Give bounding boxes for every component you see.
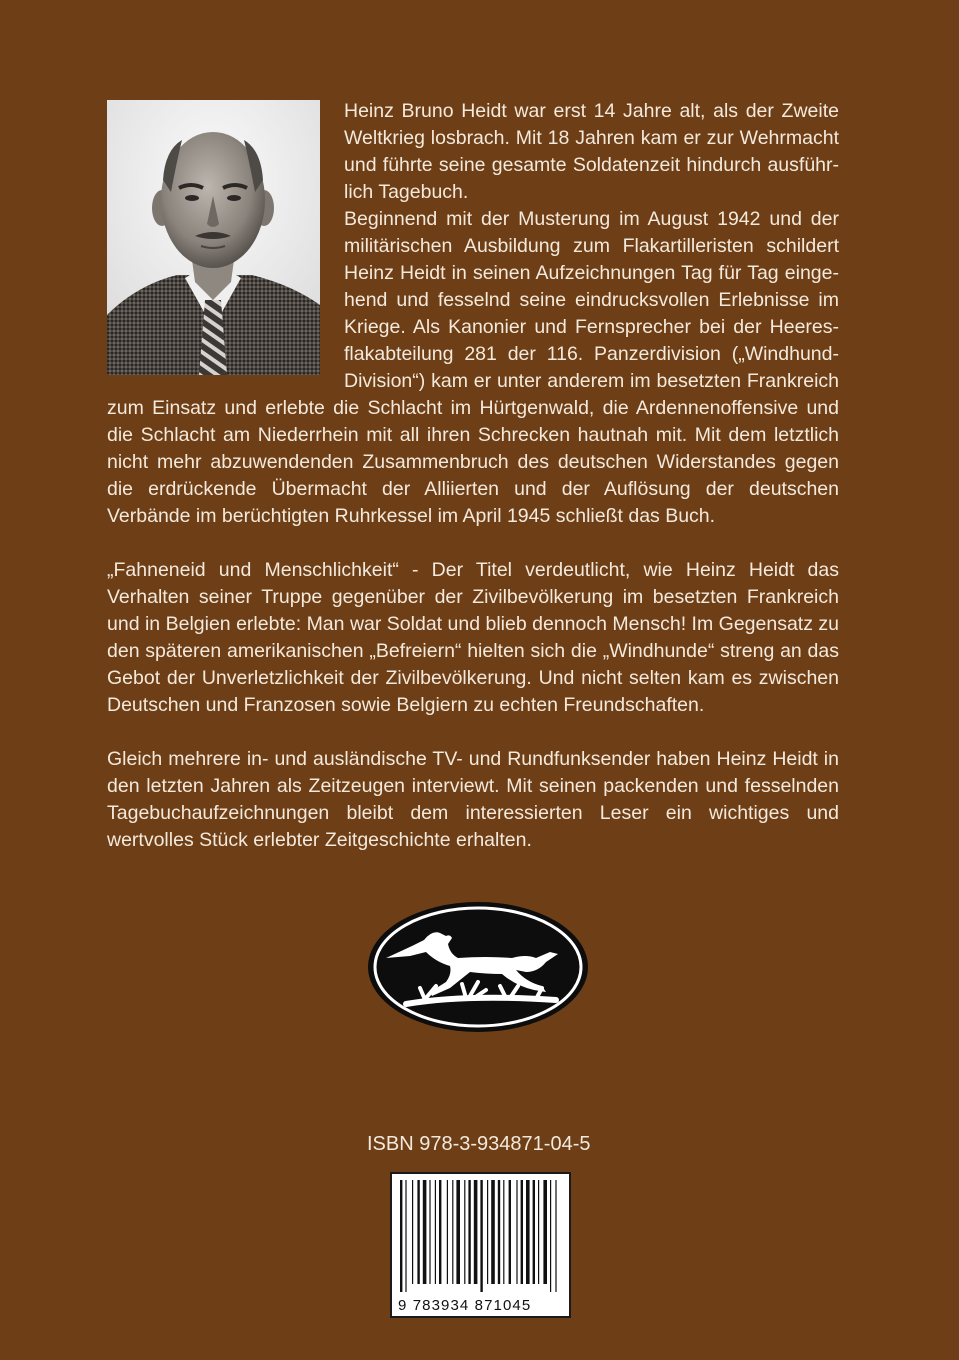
barcode-bar [480, 1180, 482, 1292]
isbn-number: ISBN 978-3-934871-04-5 [367, 1133, 591, 1155]
greyhound-icon [366, 900, 590, 1034]
barcode-bar [491, 1180, 495, 1284]
barcode-bar [439, 1180, 441, 1284]
barcode-bar [487, 1180, 488, 1284]
barcode-bar [533, 1180, 535, 1284]
blurb-text [107, 98, 839, 854]
author-portrait [107, 100, 320, 375]
barcode-bar [468, 1180, 470, 1284]
barcode-bar [521, 1180, 523, 1284]
greyhound-logo [366, 900, 590, 1034]
barcode-bar [526, 1180, 530, 1284]
barcode-bar [452, 1180, 453, 1284]
portrait-image [107, 100, 320, 375]
barcode-bar [555, 1180, 556, 1292]
paragraph-4: Gleich mehrere in- und ausländische TV- und Rundfunksender haben Heinz Heidt in den letzten Jahren als Zeitzeugen interviewt. Mit seinen packenden und fesselnden Tagebuchaufzeichnungen bleibt dem interessierten Leser ein wichtiges und wertvolles Stück erlebter Zeitgeschichte erhalten. [107, 748, 839, 851]
barcode-bar [423, 1180, 427, 1284]
barcode-bar [417, 1180, 419, 1284]
barcode-bar [538, 1180, 539, 1284]
barcode-bar [464, 1180, 465, 1284]
barcode-digits: 9 783934 871045 [398, 1297, 532, 1314]
barcode-bar [400, 1180, 402, 1292]
barcode-bar [405, 1180, 406, 1292]
barcode-bar [550, 1180, 551, 1292]
barcode-bar [429, 1180, 430, 1284]
paragraph-3: „Fahneneid und Menschlichkeit“ - Der Titel verdeutlicht, wie Heinz Heidt das Verhalten seiner Truppe gegenüber der Zivilbevölkerung im besetzten Frankreich und in Belgien erlebte: Man war Soldat und blieb dennoch Mensch! Im Gegensatz zu den späteren amerikanischen „Befreiern“ hielten sich die „Windhunde“ streng an das Gebot der Unverletzlichkeit der Zivilbevölkerung. Und nicht selten kam es zwischen Deutschen und Franzosen sowie Belgiern zu echten Freundschaften. [107, 559, 839, 716]
barcode-bar [456, 1180, 460, 1284]
paragraph-2: Beginnend mit der Musterung im August 1942 und der militärischen Ausbildung zum Flakartilleristen schildert Heinz Heidt in seinen Aufzeichnungen Tag für Tag eingehend und fesselnd seine eindrucksvollen Erlebnisse im Kriege. Als Kanonier und Fernsprecher bei der Heeresflakabteilung 281 der 116. Panzerdivision („Windhund-Division“) kam er unter anderem im besetzten Frankreich zum Einsatz und erlebte die Schlacht im Hürtgenwald, die Ardennenoffensive und die Schlacht am Niederrhein mit all ihren Schrecken hautnah mit. Mit dem letztlich nicht mehr abzuwendenden Zusammenbruch des deutschen Widerstandes gegen die erdrückende Übermacht der Alliierten und der Auflösung der deutschen Verbände im berüchtigten Ruhrkessel im April 1945 schließt das Buch. [107, 208, 839, 527]
barcode-bar [509, 1180, 511, 1284]
barcode-icon [392, 1174, 569, 1296]
barcode-bar [435, 1180, 436, 1284]
barcode-bar [516, 1180, 517, 1284]
paragraph-1: Heinz Bruno Heidt war erst 14 Jahre alt, als der Zweite Weltkrieg losbrach. Mit 18 Jahren kam er zur Wehrmacht und führte seine gesamte Soldatenzeit hindurch ausführlich Tagebuch. [344, 100, 839, 203]
barcode-bar [503, 1180, 504, 1284]
barcode-bar [474, 1180, 478, 1284]
barcode [390, 1172, 571, 1318]
barcode-bar [412, 1180, 413, 1284]
barcode-bar [543, 1180, 547, 1284]
barcode-bar [498, 1180, 500, 1284]
barcode-bar [447, 1180, 448, 1284]
